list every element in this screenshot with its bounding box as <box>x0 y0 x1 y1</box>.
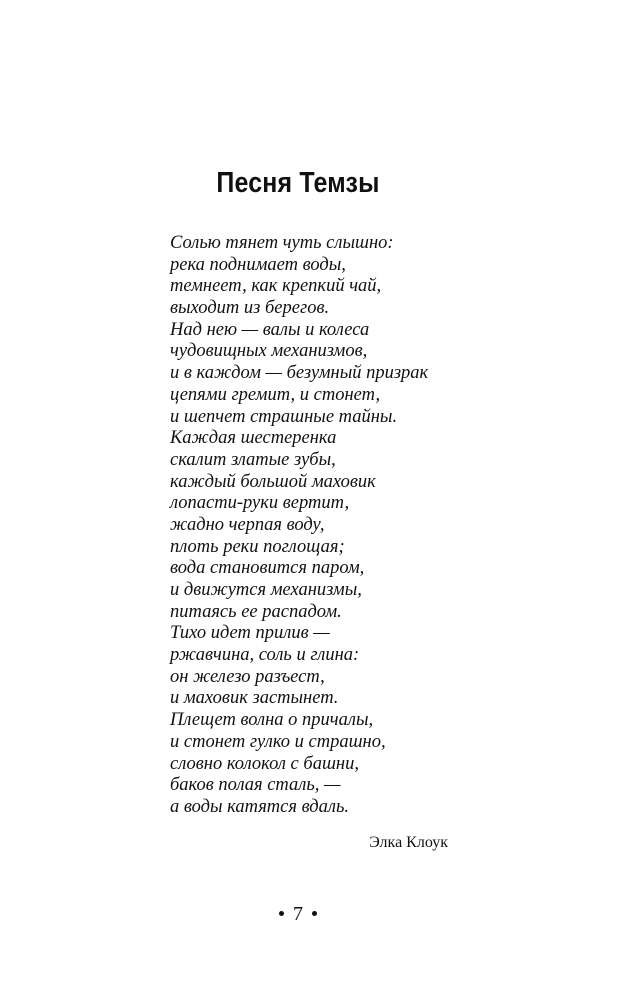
poem-title: Песня Темзы <box>216 167 380 199</box>
poem-line: и движутся механизмы, <box>170 580 362 600</box>
poem-body <box>170 233 470 819</box>
poem-line: река поднимает воды, <box>170 254 346 275</box>
poem-line: Каждая шестеренка <box>170 428 337 449</box>
poem-line: жадно черпая воду, <box>170 514 325 535</box>
poem-line: лопасти-руки вертит, <box>170 493 350 514</box>
poem-line: ржавчина, соль и глина: <box>170 645 360 666</box>
poem-line: Над нею — валы и колеса <box>170 319 370 340</box>
page-number <box>0 902 596 926</box>
poem-line: и шепчет страшные тайны. <box>170 406 398 427</box>
poem-line: темнеет, как крепкий чай, <box>170 276 382 297</box>
poem-line: скалит златые зубы, <box>170 449 336 470</box>
poem-line: питаясь ее распадом. <box>170 601 342 622</box>
poem-line: он железо разъест, <box>170 666 325 687</box>
page-number-value: 7 <box>293 903 303 925</box>
poem-line: а воды катятся вдаль. <box>170 796 350 817</box>
poem-line: выходит из берегов. <box>170 298 330 319</box>
poem-line: словно колокол с башни, <box>170 753 359 774</box>
poem-line: вода становится паром, <box>170 558 365 579</box>
poem-line: и стонет гулко и страшно, <box>170 731 386 752</box>
poem-line: баков полая сталь, — <box>170 775 341 796</box>
bullet-left-icon <box>279 911 284 916</box>
poem-line: Плещет волна о причалы, <box>170 710 374 731</box>
bullet-right-icon <box>312 911 317 916</box>
poem-line: каждый большой маховик <box>170 471 376 492</box>
poem-author: Элка Клоук <box>369 834 448 851</box>
poem-line: и в каждом — безумный призрак <box>170 363 429 384</box>
poem-line: Тихо идет прилив — <box>170 623 330 644</box>
poem-line: чудовищных механизмов, <box>170 341 368 362</box>
poem-line: плоть реки поглощая; <box>170 536 345 557</box>
poem-line: цепями гремит, и стонет, <box>170 384 381 405</box>
poem-line: Солью тянет чуть слышно: <box>170 233 394 253</box>
poem-line: и маховик застынет. <box>170 688 339 709</box>
